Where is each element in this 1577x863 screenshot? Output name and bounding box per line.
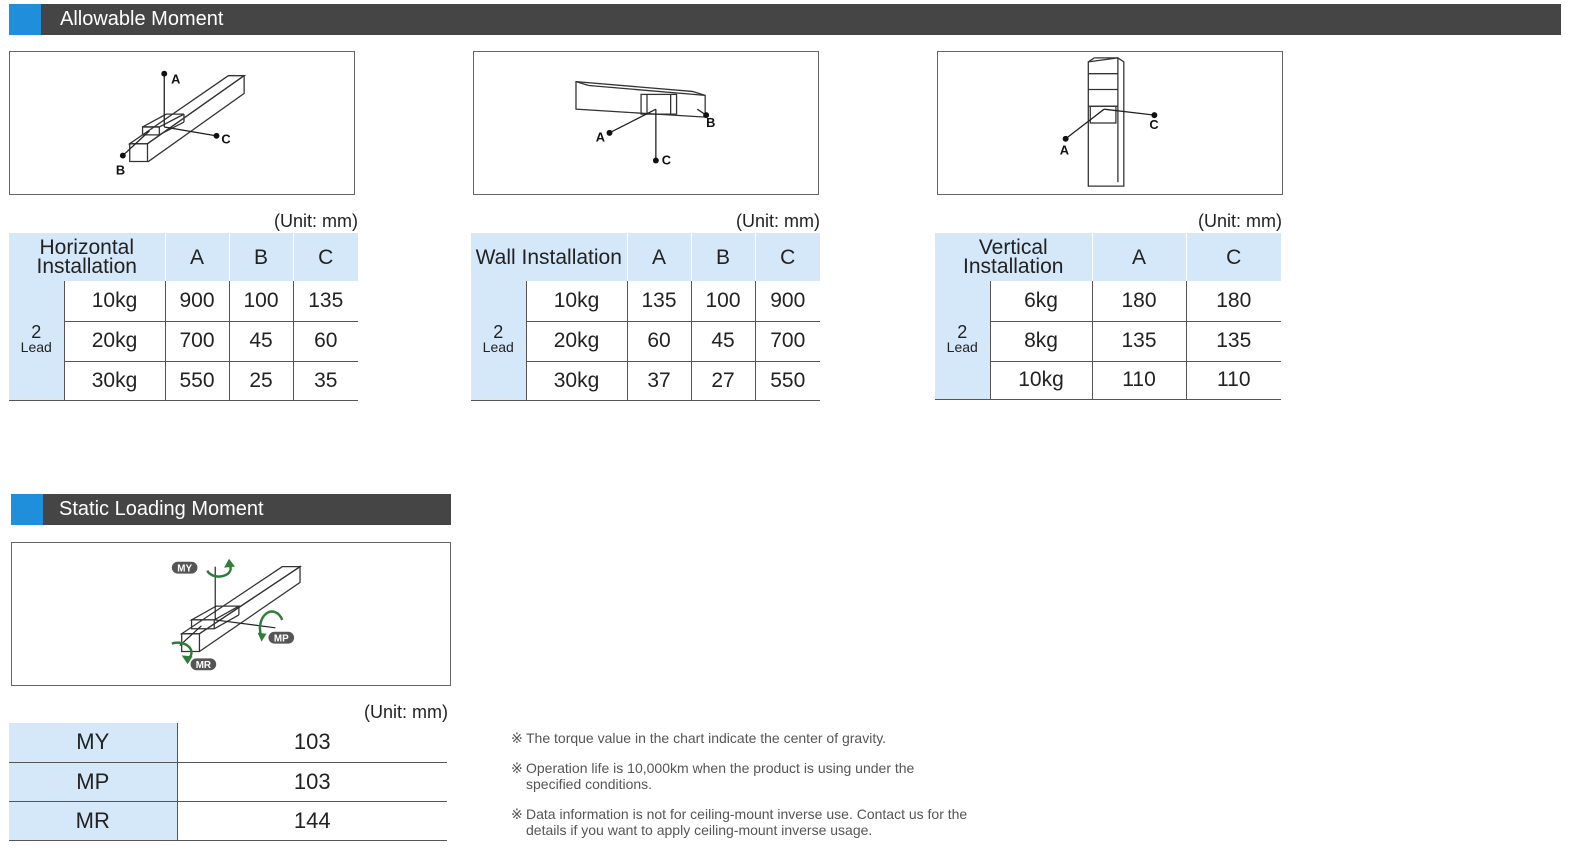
table-cell: 900 — [165, 281, 229, 321]
note-item — [511, 806, 971, 838]
note-text: Data information is not for ceiling-mount inverse use. Contact us for the details if you want to apply ceiling-mount inverse usage. — [526, 806, 968, 838]
lead-cell — [9, 281, 64, 400]
table-row — [471, 281, 820, 321]
table-header-b: B — [229, 233, 293, 281]
table-cell: 37 — [627, 361, 691, 400]
table-cell: 45 — [691, 321, 755, 361]
table-cell: 135 — [1092, 321, 1186, 361]
label-a: A — [1059, 142, 1069, 158]
static-unit: (Unit: mm) — [364, 702, 448, 722]
vertical-diagram — [937, 51, 1283, 195]
static-diagram — [11, 542, 451, 686]
note-mark: ※ — [511, 760, 523, 776]
table-cell: 100 — [691, 281, 755, 321]
table-cell: 550 — [165, 361, 229, 400]
note-item — [511, 760, 971, 792]
label-mr: MR — [195, 660, 212, 672]
table-row — [935, 281, 1281, 321]
wall-table — [471, 233, 820, 401]
table-cell: 6kg — [990, 281, 1092, 321]
label-my: MY — [177, 563, 193, 575]
moment-value: 103 — [177, 762, 447, 801]
horizontal-diagram — [9, 51, 355, 195]
vertical-unit: (Unit: mm) — [1198, 211, 1282, 231]
lead-value: 2 — [957, 321, 968, 342]
table-cell: 60 — [627, 321, 691, 361]
table-header-installation: Wall Installation — [471, 233, 627, 281]
lead-value: 2 — [31, 322, 42, 343]
note-item — [511, 730, 971, 746]
table-cell: 900 — [755, 281, 820, 321]
vertical-diagram-svg — [938, 52, 1282, 194]
table-cell: 110 — [1186, 361, 1281, 399]
table-cell: 30kg — [526, 361, 627, 400]
static-diagram-svg — [12, 543, 450, 685]
label-b: B — [115, 162, 126, 178]
allowable-moment-title: Allowable Moment — [60, 8, 224, 30]
table-cell: 60 — [293, 321, 358, 361]
table-cell: 10kg — [64, 281, 165, 321]
table-row — [9, 281, 358, 321]
table-row — [9, 723, 447, 762]
section-accent — [9, 4, 41, 35]
table-cell: 135 — [293, 281, 358, 321]
table-cell: 110 — [1092, 361, 1186, 399]
note-mark: ※ — [511, 806, 523, 822]
table-header-a: A — [165, 233, 229, 281]
moment-key: MR — [9, 801, 177, 840]
horizontal-unit: (Unit: mm) — [274, 211, 358, 231]
table-header-a: A — [627, 233, 691, 281]
vertical-table — [935, 233, 1281, 400]
table-cell: 20kg — [64, 321, 165, 361]
label-mp: MP — [273, 633, 289, 645]
table-cell: 135 — [1186, 321, 1281, 361]
wall-diagram-svg — [474, 52, 818, 194]
table-cell: 180 — [1092, 281, 1186, 321]
wall-diagram — [473, 51, 819, 195]
static-moment-header — [11, 494, 451, 525]
section-accent — [11, 494, 43, 525]
note-mark: ※ — [511, 730, 523, 746]
note-text: Operation life is 10,000km when the product is using under the specified conditions. — [526, 760, 915, 792]
table-cell: 180 — [1186, 281, 1281, 321]
table-cell: 10kg — [990, 361, 1092, 399]
table-cell: 100 — [229, 281, 293, 321]
moment-value: 144 — [177, 801, 447, 840]
wall-unit: (Unit: mm) — [736, 211, 820, 231]
static-moment-title: Static Loading Moment — [59, 498, 264, 520]
table-cell: 135 — [627, 281, 691, 321]
notes — [511, 730, 971, 852]
table-cell: 45 — [229, 321, 293, 361]
label-a: A — [171, 71, 181, 87]
table-cell: 30kg — [64, 361, 165, 400]
table-cell: 20kg — [526, 321, 627, 361]
moment-key: MY — [9, 723, 177, 762]
lead-label: Lead — [20, 339, 52, 356]
lead-label: Lead — [482, 339, 514, 356]
table-cell: 27 — [691, 361, 755, 400]
lead-value: 2 — [493, 322, 504, 343]
table-header-c: C — [1186, 233, 1281, 281]
table-cell: 8kg — [990, 321, 1092, 361]
table-cell: 35 — [293, 361, 358, 400]
table-header-c: C — [293, 233, 358, 281]
horizontal-table — [9, 233, 358, 401]
table-cell: 550 — [755, 361, 820, 400]
table-cell: 700 — [165, 321, 229, 361]
label-c: C — [661, 152, 672, 168]
table-header-c: C — [755, 233, 820, 281]
table-header-installation: Horizontal Installation — [9, 233, 165, 281]
label-c: C — [221, 131, 231, 147]
table-cell: 10kg — [526, 281, 627, 321]
moment-value: 103 — [177, 723, 447, 762]
allowable-moment-header — [9, 4, 1561, 35]
label-c: C — [1149, 116, 1159, 132]
moment-key: MP — [9, 762, 177, 801]
note-text: The torque value in the chart indicate the center of gravity. — [526, 730, 887, 746]
lead-cell — [935, 281, 990, 399]
table-cell: 700 — [755, 321, 820, 361]
horizontal-diagram-svg — [10, 52, 354, 194]
table-header-a: A — [1092, 233, 1186, 281]
table-cell: 25 — [229, 361, 293, 400]
table-row — [9, 801, 447, 840]
label-a: A — [595, 129, 605, 145]
lead-label: Lead — [946, 338, 978, 355]
table-row — [9, 762, 447, 801]
table-header-installation: Vertical Installation — [935, 233, 1092, 281]
label-b: B — [706, 114, 716, 130]
lead-cell — [471, 281, 526, 400]
table-header-b: B — [691, 233, 755, 281]
static-table — [9, 723, 447, 841]
